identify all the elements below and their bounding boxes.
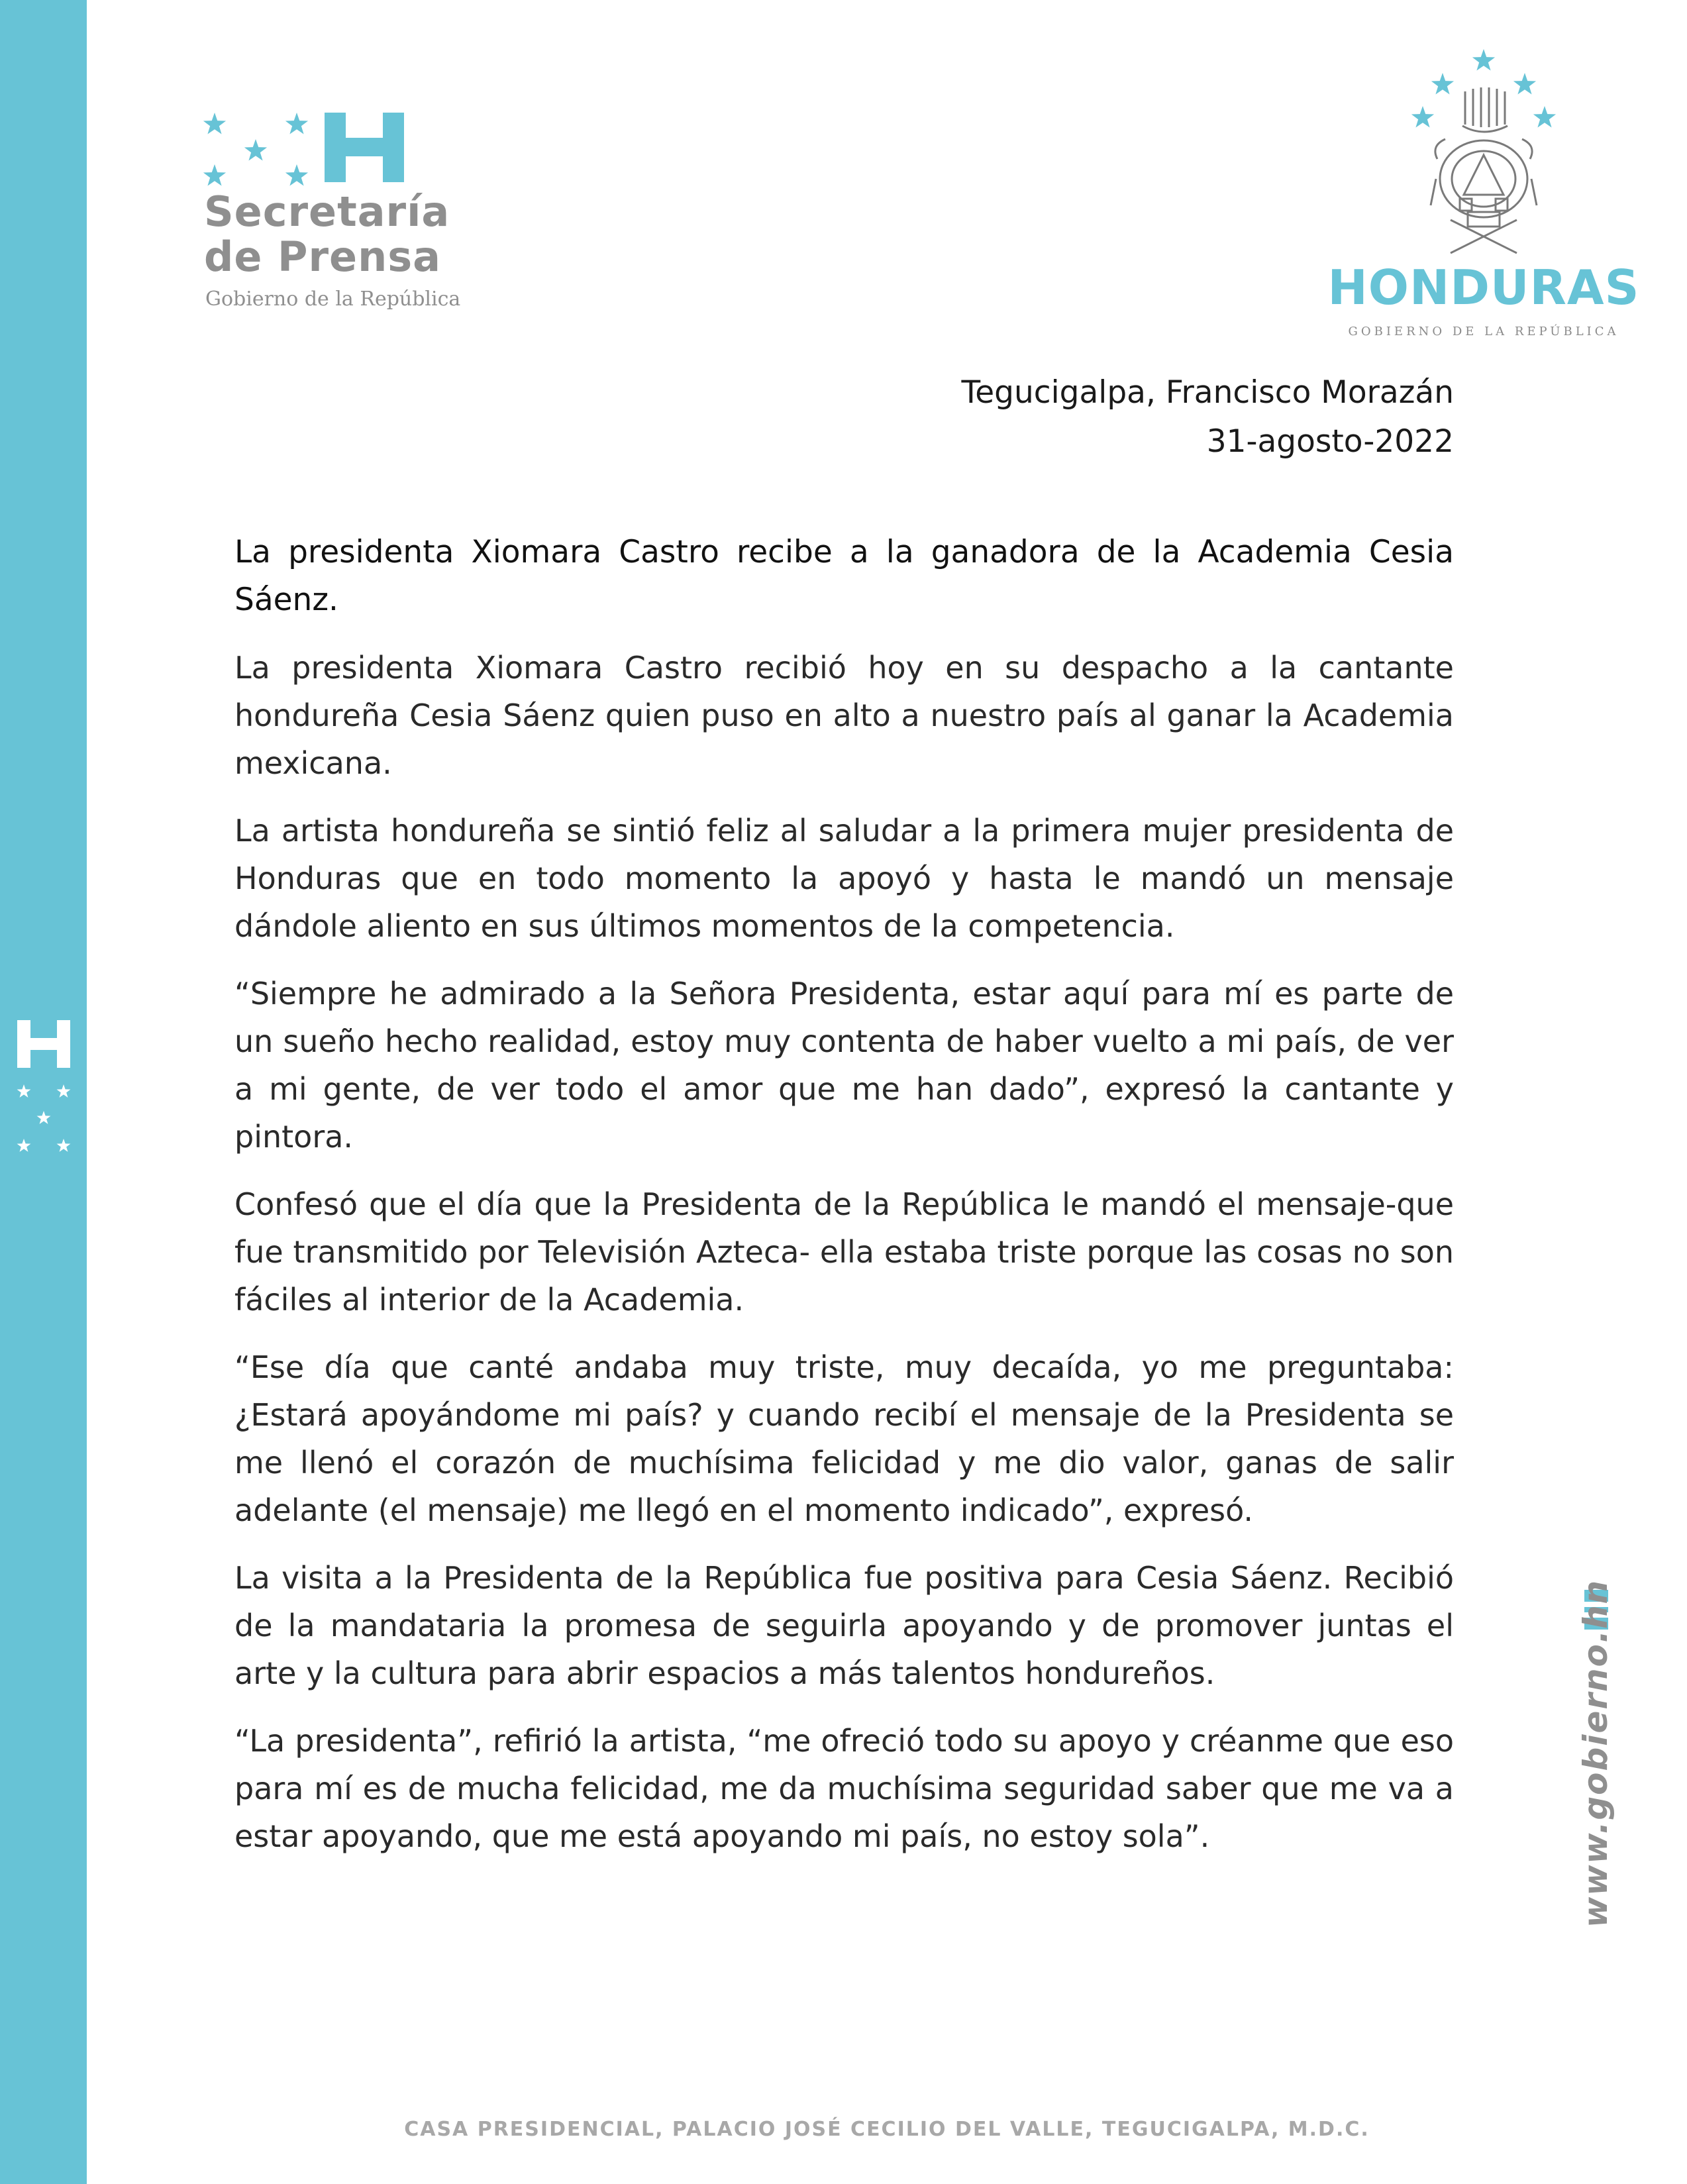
article-paragraph: “Ese día que canté andaba muy triste, muy decaída, yo me preguntaba: ¿Estará apoyándome mi país? y cuando recibí el mensaje de la Presidenta se me llenó el corazón de muchísima felicidad y me dio valor, ganas de salir adelante (el mensaje) me llegó en el momento indicado”, expresó. bbox=[234, 1349, 1454, 1528]
h-letter-icon bbox=[325, 106, 404, 185]
press-office-title bbox=[204, 189, 495, 280]
article-paragraph: La presidenta Xiomara Castro recibió hoy en su despacho a la cantante hondureña Cesia Sáenz quien puso en alto a nuestro país al ganar la Academia mexicana. bbox=[234, 650, 1454, 781]
press-office-logo bbox=[199, 106, 490, 325]
website-url: www.gobierno.hn bbox=[1576, 1579, 1615, 1928]
article-paragraph: Confesó que el día que la Presidenta de la República le mandó el mensaje-que fue transmitido por Televisión Azteca- ella estaba triste porque las cosas no son fáciles al interior de la Academia. bbox=[234, 1186, 1454, 1318]
press-office-subtitle: Gobierno de la República bbox=[205, 287, 461, 311]
article-paragraph: La visita a la Presidenta de la República fue positiva para Cesia Sáenz. Recibió de la mandataria la promesa de seguirla apoyando y de promover juntas el arte y la cultura para abrir espacios a más talentos hondureños. bbox=[234, 1560, 1454, 1691]
country-name: HONDURAS bbox=[1327, 260, 1640, 315]
five-stars-icon bbox=[199, 110, 318, 189]
article-body bbox=[234, 529, 1454, 1880]
press-office-line2: de Prensa bbox=[204, 233, 441, 281]
article-paragraph: “La presidenta”, refirió la artista, “me ofreció todo su apoyo y créanme que eso para mí es de mucha felicidad, me da muchísima seguridad saber que me va a estar apoyando, que me está apoyando mi país, no estoy sola”. bbox=[234, 1723, 1454, 1854]
country-subtitle: GOBIERNO DE LA REPÚBLICA bbox=[1348, 325, 1619, 338]
article-headline: La presidenta Xiomara Castro recibe a la ganadora de la Academia Cesia Sáenz. bbox=[234, 534, 1454, 618]
side-color-bar bbox=[0, 0, 87, 2184]
dateline-place: Tegucigalpa, Francisco Morazán bbox=[961, 374, 1454, 411]
coat-of-arms-icon bbox=[1404, 46, 1563, 265]
footer-address: CASA PRESIDENCIAL, PALACIO JOSÉ CECILIO DEL VALLE, TEGUCIGALPA, M.D.C. bbox=[404, 2118, 1370, 2141]
dateline bbox=[795, 368, 1454, 466]
h-stars-icon bbox=[16, 1020, 72, 1172]
article-paragraph: “Siempre he admirado a la Señora Presidenta, estar aquí para mí es parte de un sueño hecho realidad, estoy muy contenta de haber vuelto a mi país, de ver a mi gente, de ver todo el amor que me han dado”, expresó la cantante y pintora. bbox=[234, 976, 1454, 1155]
press-office-line1: Secretaría bbox=[204, 187, 450, 236]
honduras-logo bbox=[1325, 46, 1643, 344]
dateline-date: 31-agosto-2022 bbox=[1206, 423, 1454, 460]
article-paragraph: La artista hondureña se sintió feliz al saludar a la primera mujer presidenta de Honduras que en todo momento la apoyó y hasta le mandó un mensaje dándole aliento en sus últimos momentos de la competencia. bbox=[234, 813, 1454, 944]
